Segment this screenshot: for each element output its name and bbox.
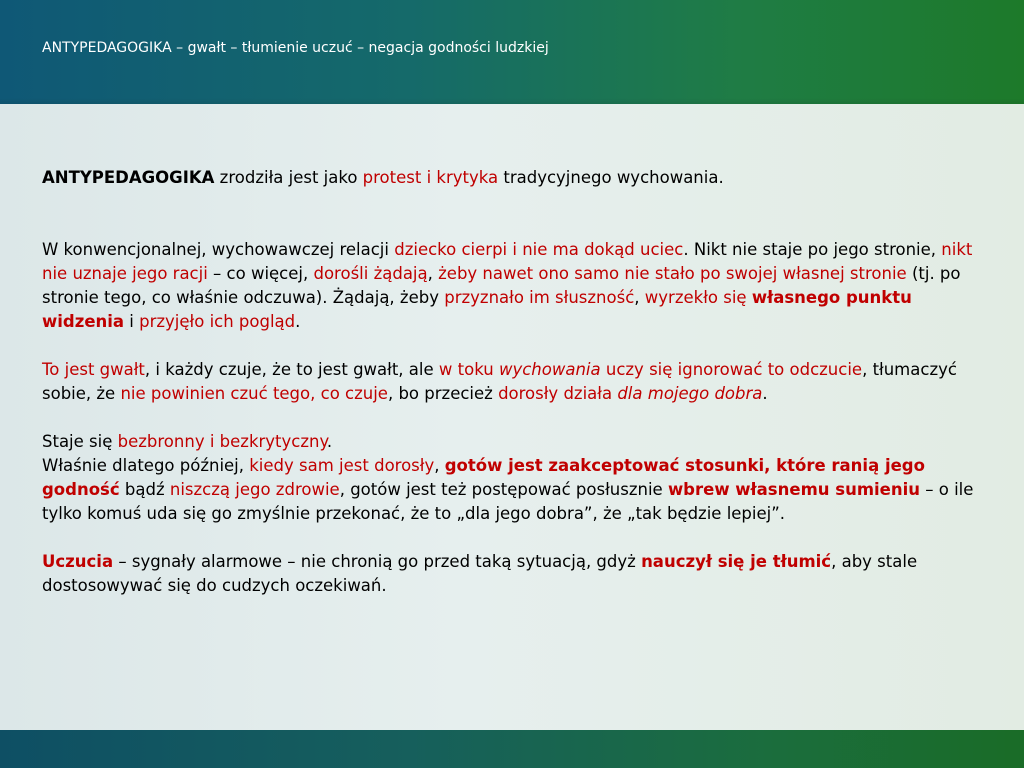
highlight-italic-segment: wychowania bbox=[498, 360, 601, 379]
text-segment: , tłumaczyć sobie, że bbox=[42, 360, 957, 403]
highlight-segment: protest i krytyka bbox=[362, 168, 499, 187]
text-segment: . bbox=[326, 432, 333, 451]
paragraph-adult-consequences bbox=[42, 454, 992, 526]
highlight-segment: przyznało im słuszność bbox=[444, 288, 635, 307]
highlight-bold-segment: gotów jest zaakceptować stosunki, które ranią jego godność bbox=[42, 456, 925, 499]
text-segment: zrodziła jest jako bbox=[214, 168, 363, 187]
highlight-italic-segment: dla mojego dobra bbox=[617, 384, 763, 403]
text-segment: . Nikt nie staje po jego stronie, bbox=[683, 240, 942, 259]
term-antypedagogika: ANTYPEDAGOGIKA bbox=[42, 168, 215, 187]
text-segment: , bbox=[434, 456, 445, 475]
highlight-segment: wyrzekło się bbox=[644, 288, 752, 307]
text-segment: – co więcej, bbox=[207, 264, 314, 283]
highlight-segment: dorosły działa bbox=[498, 384, 618, 403]
text-segment: tradycyjnego wychowania. bbox=[498, 168, 724, 187]
highlight-bold-segment: wbrew własnemu sumieniu bbox=[667, 480, 921, 499]
text-segment: bądź bbox=[119, 480, 170, 499]
slide-title: ANTYPEDAGOGIKA – gwałt – tłumienie uczuć – negacja godności ludzkiej bbox=[42, 40, 549, 56]
paragraph-defenseless bbox=[42, 430, 992, 454]
highlight-segment: przyjęło ich pogląd bbox=[139, 312, 296, 331]
text-segment: , i każdy czuje, że to jest gwałt, ale bbox=[144, 360, 439, 379]
text-segment: . bbox=[295, 312, 301, 331]
slide-body-text bbox=[42, 166, 992, 598]
paragraph-relation bbox=[42, 238, 992, 334]
slide-footer-bar bbox=[0, 730, 1024, 768]
highlight-segment: nie powinien czuć tego, co czuje bbox=[120, 384, 388, 403]
text-segment: , aby stale dostosowywać się do cudzych oczekiwań. bbox=[42, 552, 918, 595]
paragraph-violence bbox=[42, 358, 992, 406]
text-segment: , bbox=[634, 288, 645, 307]
highlight-bold-segment: nauczył się je tłumić bbox=[641, 552, 832, 571]
text-segment: Właśnie dlatego później, bbox=[42, 456, 250, 475]
paragraph-intro bbox=[42, 166, 992, 190]
slide-header-bar bbox=[0, 0, 1024, 104]
highlight-segment: niszczą jego zdrowie bbox=[169, 480, 340, 499]
highlight-segment: nikt nie uznaje jego racji bbox=[42, 240, 973, 283]
highlight-segment: To jest gwałt bbox=[42, 360, 145, 379]
highlight-segment: uczy się ignorować to odczucie bbox=[600, 360, 863, 379]
highlight-segment: bezbronny i bezkrytyczny bbox=[117, 432, 327, 451]
text-segment: – o ile tylko komuś uda się go zmyślnie przekonać, że to „dla jego dobra”, że „tak będzie lepiej”. bbox=[42, 480, 974, 523]
text-segment: i bbox=[124, 312, 140, 331]
text-segment: Staje się bbox=[42, 432, 118, 451]
highlight-segment: w toku bbox=[438, 360, 499, 379]
text-segment: , bbox=[427, 264, 439, 283]
paragraph-feelings bbox=[42, 550, 992, 598]
text-segment: , bo przecież bbox=[387, 384, 499, 403]
highlight-bold-segment: Uczucia bbox=[42, 552, 114, 571]
text-segment: – sygnały alarmowe – nie chronią go przed taką sytuacją, gdyż bbox=[113, 552, 642, 571]
highlight-segment: dorośli żądają bbox=[313, 264, 428, 283]
text-segment: (tj. po stronie tego, co właśnie odczuwa). Żądają, żeby bbox=[42, 264, 961, 307]
text-segment: . bbox=[762, 384, 768, 403]
text-segment: , gotów jest też postępować posłusznie bbox=[339, 480, 668, 499]
highlight-bold-segment: własnego punktu widzenia bbox=[42, 288, 912, 331]
highlight-segment: żeby nawet ono samo nie stało po swojej własnej stronie bbox=[438, 264, 907, 283]
highlight-segment: dziecko cierpi i nie ma dokąd uciec bbox=[394, 240, 684, 259]
text-segment: W konwencjonalnej, wychowawczej relacji bbox=[42, 240, 395, 259]
highlight-segment: kiedy sam jest dorosły bbox=[249, 456, 435, 475]
